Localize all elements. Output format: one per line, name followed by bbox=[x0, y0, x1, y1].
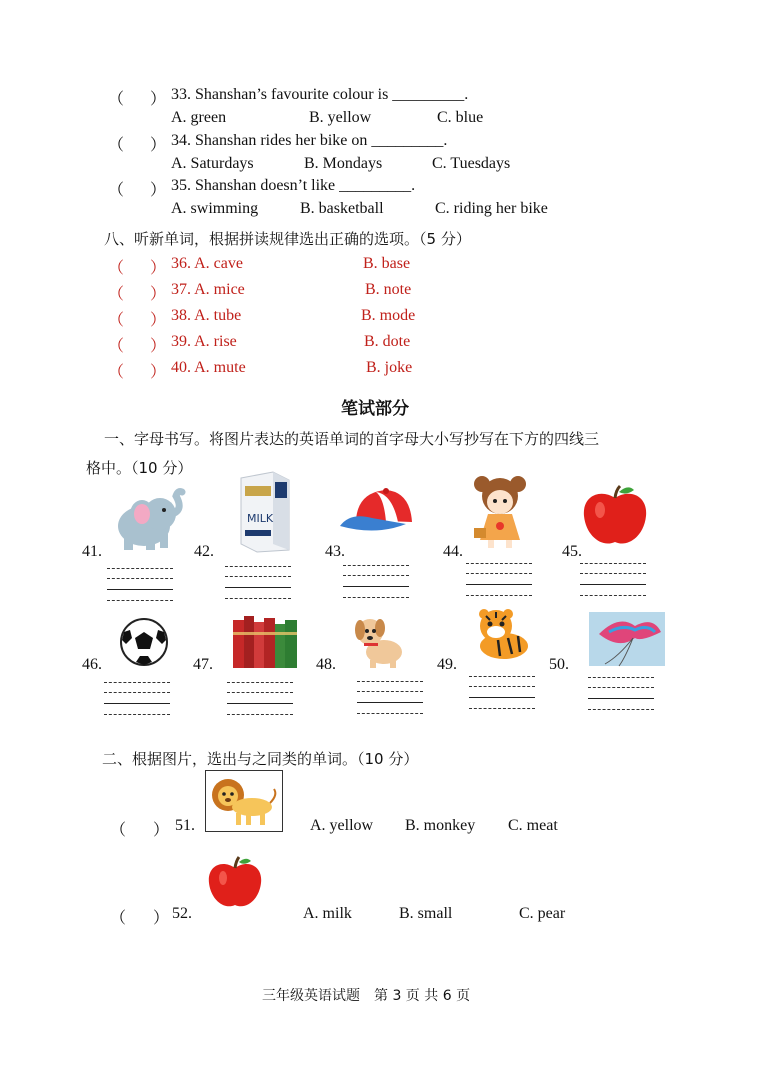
question-33-option-b: B. yellow bbox=[309, 109, 372, 126]
question-52-option-a: A. milk bbox=[303, 905, 352, 922]
answer-paren-open: （ bbox=[108, 338, 125, 355]
question-35-option-b: B. basketball bbox=[300, 200, 384, 217]
answer-paren-open: （ bbox=[110, 910, 127, 927]
kite-icon bbox=[589, 612, 665, 666]
four-line-grid[interactable] bbox=[107, 568, 173, 602]
question-52-option-c: C. pear bbox=[519, 905, 566, 922]
elephant-icon bbox=[106, 480, 186, 554]
question-33-stem: 33. Shanshan’s favourite colour is _________. bbox=[171, 86, 469, 103]
four-line-grid[interactable] bbox=[227, 682, 293, 716]
answer-paren-close: ） bbox=[153, 910, 170, 927]
question-40-option-b: B. joke bbox=[366, 359, 413, 376]
answer-paren-close: ） bbox=[150, 91, 167, 108]
svg-text:MILK: MILK bbox=[247, 512, 274, 525]
dog-icon bbox=[350, 612, 408, 670]
doll-icon bbox=[466, 472, 536, 552]
question-35-stem: 35. Shanshan doesn’t like _________. bbox=[171, 177, 416, 194]
question-52-number: 52. bbox=[172, 905, 192, 922]
question-33-option-c: C. blue bbox=[437, 109, 484, 126]
part-2-title: 二、根据图片，选出与之同类的单词。（10 分） bbox=[102, 750, 419, 768]
answer-paren-open: （ bbox=[108, 364, 125, 381]
item-44-label: 44. bbox=[443, 543, 463, 560]
lion-icon bbox=[210, 775, 278, 827]
question-36-option-a: 36. A. cave bbox=[171, 255, 243, 272]
item-48-label: 48. bbox=[316, 656, 336, 673]
question-34-option-c: C. Tuesdays bbox=[432, 155, 511, 172]
four-line-grid[interactable] bbox=[580, 563, 646, 597]
question-33-option-a: A. green bbox=[171, 109, 227, 126]
answer-paren-open: （ bbox=[108, 182, 125, 199]
answer-paren-close: ） bbox=[150, 260, 167, 277]
section-8-title: 八、听新单词，根据拼读规律选出正确的选项。（5 分） bbox=[104, 230, 471, 248]
page-footer: 三年级英语试题 第 3 页 共 6 页 bbox=[262, 988, 471, 1004]
answer-paren-open: （ bbox=[110, 822, 127, 839]
question-40-option-a: 40. A. mute bbox=[171, 359, 246, 376]
four-line-grid[interactable] bbox=[225, 566, 291, 600]
question-34-option-b: B. Mondays bbox=[304, 155, 383, 172]
answer-paren-open: （ bbox=[108, 137, 125, 154]
apple-icon bbox=[580, 484, 650, 550]
item-47-label: 47. bbox=[193, 656, 213, 673]
item-43-label: 43. bbox=[325, 543, 345, 560]
football-icon bbox=[118, 618, 170, 666]
question-37-option-b: B. note bbox=[365, 281, 412, 298]
question-34-stem: 34. Shanshan rides her bike on _________. bbox=[171, 132, 448, 149]
lion-picture-frame bbox=[205, 770, 283, 832]
written-part-heading: 笔试部分 bbox=[341, 399, 409, 419]
question-35-option-a: A. swimming bbox=[171, 200, 259, 217]
item-46-label: 46. bbox=[82, 656, 102, 673]
milk-box-icon bbox=[237, 470, 293, 552]
part-1-instruction: 一、字母书写。将图片表达的英语单词的首字母大小写抄写在下方的四线三 bbox=[104, 430, 600, 448]
item-49-label: 49. bbox=[437, 656, 457, 673]
answer-paren-close: ） bbox=[150, 137, 167, 154]
answer-paren-close: ） bbox=[150, 338, 167, 355]
question-39-option-b: B. dote bbox=[364, 333, 411, 350]
question-36-option-b: B. base bbox=[363, 255, 411, 272]
books-icon bbox=[229, 612, 301, 670]
question-34-option-a: A. Saturdays bbox=[171, 155, 254, 172]
answer-paren-close: ） bbox=[150, 312, 167, 329]
four-line-grid[interactable] bbox=[466, 563, 532, 597]
answer-paren-close: ） bbox=[150, 286, 167, 303]
question-51-number: 51. bbox=[175, 817, 195, 834]
four-line-grid[interactable] bbox=[469, 676, 535, 710]
answer-paren-close: ） bbox=[153, 822, 170, 839]
question-51-option-a: A. yellow bbox=[310, 817, 374, 834]
item-45-label: 45. bbox=[562, 543, 582, 560]
four-line-grid[interactable] bbox=[104, 682, 170, 716]
question-35-option-c: C. riding her bike bbox=[435, 200, 548, 217]
four-line-grid[interactable] bbox=[357, 681, 423, 715]
answer-paren-open: （ bbox=[108, 260, 125, 277]
item-41-label: 41. bbox=[82, 543, 102, 560]
question-39-option-a: 39. A. rise bbox=[171, 333, 237, 350]
question-52-option-b: B. small bbox=[399, 905, 453, 922]
question-51-option-c: C. meat bbox=[508, 817, 558, 834]
question-51-option-b: B. monkey bbox=[405, 817, 476, 834]
apple-icon bbox=[206, 856, 264, 912]
four-line-grid[interactable] bbox=[343, 565, 409, 599]
item-42-label: 42. bbox=[194, 543, 214, 560]
answer-paren-open: （ bbox=[108, 91, 125, 108]
answer-paren-open: （ bbox=[108, 312, 125, 329]
question-38-option-b: B. mode bbox=[361, 307, 416, 324]
answer-paren-open: （ bbox=[108, 286, 125, 303]
question-38-option-a: 38. A. tube bbox=[171, 307, 242, 324]
tiger-icon bbox=[468, 606, 534, 662]
question-37-option-a: 37. A. mice bbox=[171, 281, 245, 298]
answer-paren-close: ） bbox=[150, 364, 167, 381]
answer-paren-close: ） bbox=[150, 182, 167, 199]
four-line-grid[interactable] bbox=[588, 677, 654, 711]
item-50-label: 50. bbox=[549, 656, 569, 673]
part-1-instruction-cont: 格中。（10 分） bbox=[86, 459, 193, 477]
cap-icon bbox=[336, 486, 416, 540]
